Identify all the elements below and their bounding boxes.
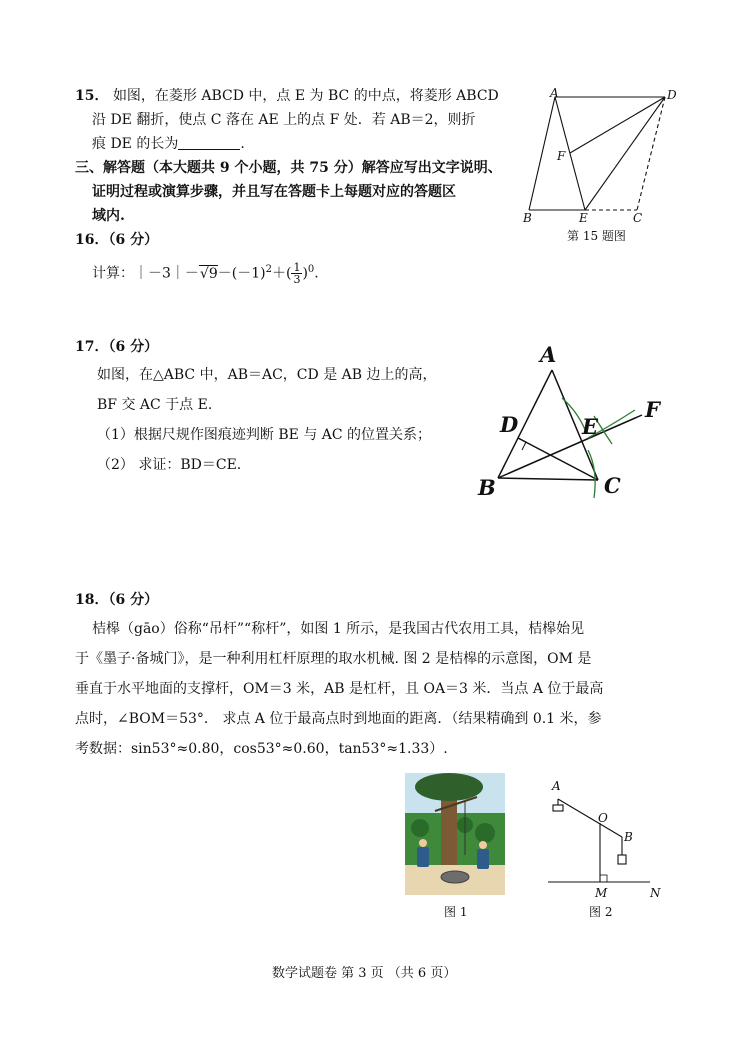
- figure-2-schematic: [540, 775, 675, 903]
- label-e: E: [582, 414, 599, 439]
- farmer-left: [417, 847, 429, 867]
- label-f: F: [645, 397, 660, 422]
- label-b: B: [624, 830, 633, 844]
- page-footer: 数学试题卷 第 3 页 （共 6 页）: [272, 966, 457, 981]
- q15-fig-caption: 第 15 题图: [567, 229, 626, 243]
- q17-heading: 17．（6 分）: [75, 339, 159, 355]
- label-c: C: [633, 211, 643, 225]
- label-b: B: [478, 475, 496, 500]
- edge-dc: [637, 97, 665, 210]
- q17-score: （6 分）: [108, 339, 159, 355]
- q16-heading: 16．（6 分）: [75, 232, 159, 248]
- q18-text-3: 垂直于水平地面的支撑杆，OM＝3 米，AB 是杠杆，且 OA＝3 米．当点 A 位于最高: [75, 681, 604, 697]
- sqrt-term: √9: [199, 265, 218, 282]
- q18-text-2: 于《墨子·备城门》，是一种利用杠杆原理的取水机械. 图 2 是桔槔的示意图，OM 是: [75, 651, 592, 667]
- q17-text-2: BF 交 AC 于点 E.: [97, 397, 213, 413]
- q17-number: 17: [75, 339, 95, 355]
- lever-ab: [558, 799, 622, 837]
- q17-figure: [470, 340, 680, 510]
- q15-line1: 15． 如图，在菱形 ABCD 中，点 E 为 BC 的中点，将菱形 ABCD: [75, 88, 499, 104]
- fraction-one-third: $\frac{1}{3}$: [293, 261, 301, 286]
- answer-blank: [178, 135, 240, 150]
- q18-number: 18: [75, 592, 95, 608]
- well: [441, 871, 469, 883]
- weight-a: [553, 805, 563, 811]
- label-f: F: [557, 149, 566, 163]
- label-m: M: [595, 886, 608, 900]
- bucket-b: [618, 855, 626, 864]
- q18-score: （6 分）: [108, 592, 159, 608]
- section-3-line2: 证明过程或演算步骤，并且写在答题卡上每题对应的答题区: [92, 184, 456, 200]
- q15-text-3: 痕 DE 的长为: [92, 136, 179, 152]
- q15-figure: [515, 85, 685, 225]
- label-d: D: [667, 88, 677, 102]
- q18-text-1: 桔槔（gāo）俗称“吊杆”“称杆”，如图 1 所示，是我国古代农用工具，桔槔始见: [92, 621, 585, 637]
- label-c: C: [604, 473, 621, 498]
- label-a: A: [540, 342, 557, 367]
- figure-1-illustration: [405, 773, 505, 895]
- figure-2-caption: 图 2: [589, 905, 613, 919]
- label-a: A: [552, 779, 561, 793]
- right-angle-m: [600, 875, 607, 882]
- segment-de: [585, 97, 665, 210]
- ray-bf: [498, 415, 642, 478]
- q18-text-5: 考数据：sin53°≈0.80，cos53°≈0.60，tan53°≈1.33）.: [75, 741, 448, 757]
- section-3-line1: 三、解答题（本大题共 9 个小题，共 75 分）解答应写出文字说明、: [75, 160, 502, 176]
- label-o: O: [598, 811, 608, 825]
- label-a: A: [550, 86, 559, 100]
- farmer-right: [477, 849, 489, 869]
- label-n: N: [650, 886, 661, 900]
- segment-df: [570, 97, 665, 153]
- q16-number: 16: [75, 232, 95, 248]
- label-e: E: [579, 211, 588, 225]
- q15-text-2: 沿 DE 翻折，使点 C 落在 AE 上的点 F 处．若 AB＝2，则折: [92, 112, 476, 128]
- q17-text-1: 如图，在△ABC 中，AB＝AC，CD 是 AB 边上的高，: [97, 367, 437, 383]
- q16-expression: 计算：$|-3|-√9-(-1)^2+$( $\frac{1}{3}$ )$^0$.: [92, 261, 319, 286]
- label-d: D: [500, 412, 519, 437]
- q16-score: （6 分）: [108, 232, 159, 248]
- figure-1-caption: 图 1: [444, 905, 468, 919]
- q17-text-3: （1）根据尺规作图痕迹判断 BE 与 AC 的位置关系；: [97, 427, 432, 443]
- label-b: B: [523, 211, 532, 225]
- q18-text-4: 点时，∠BOM＝53°． 求点 A 位于最高点时到地面的距离．（结果精确到 0.1 米，参: [75, 711, 602, 727]
- q18-heading: 18．（6 分）: [75, 592, 159, 608]
- q17-text-4: （2） 求证：BD＝CE.: [97, 457, 242, 473]
- edge-bc: [498, 478, 598, 480]
- q15-text-1: 如图，在菱形 ABCD 中，点 E 为 BC 的中点，将菱形 ABCD: [112, 88, 499, 104]
- altitude-cd: [518, 438, 598, 480]
- q15-line3: 痕 DE 的长为 .: [92, 136, 245, 152]
- section-3-line3: 域内.: [92, 208, 125, 224]
- edge-ab: [529, 97, 555, 210]
- tree-crown: [415, 773, 483, 801]
- q15-number: 15: [75, 88, 95, 104]
- right-angle-mark: [518, 438, 526, 450]
